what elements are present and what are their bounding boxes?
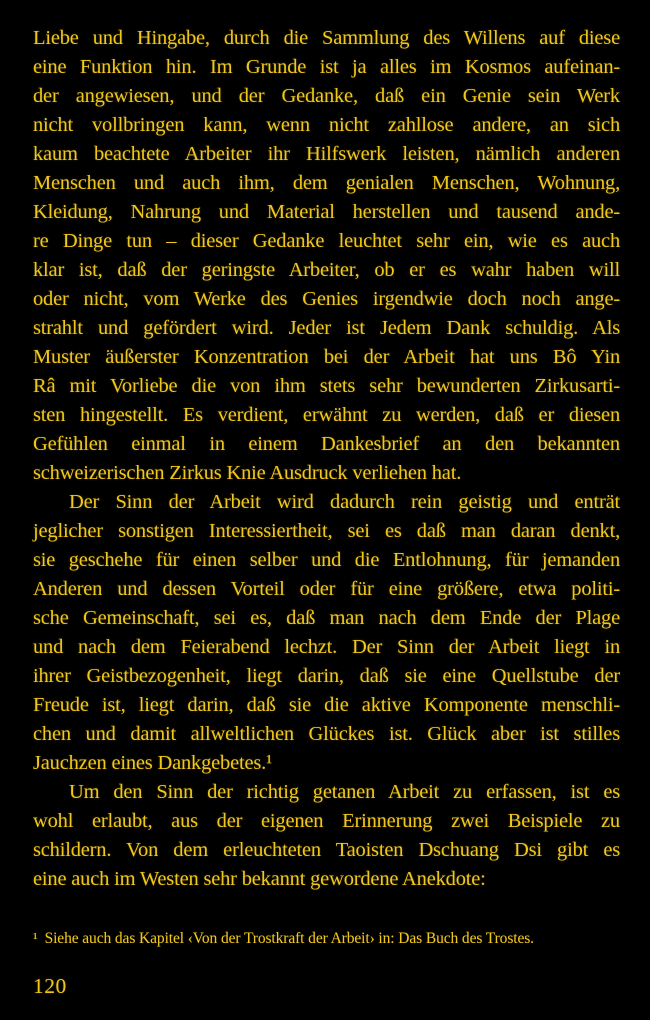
text-line: oder nicht, vom Werke des Genies irgendwie doch noch ange-: [33, 288, 620, 310]
text-line: ihrer Geistbezogenheit, liegt darin, daß sie eine Quellstube der: [33, 665, 620, 687]
text-line: Der Sinn der Arbeit wird dadurch rein geistig und enträt: [69, 491, 620, 513]
paragraph: [33, 488, 620, 778]
text-line: Anderen und dessen Vorteil oder für eine größere, etwa politi-: [33, 578, 620, 600]
text-line: chen und damit allweltlichen Glückes ist. Glück aber ist stilles: [33, 723, 620, 745]
text-line: kaum beachtete Arbeiter ihr Hilfswerk leisten, nämlich anderen: [33, 143, 620, 165]
text-line: nicht vollbringen kann, wenn nicht zahllose andere, an sich: [33, 114, 620, 136]
text-line: Jauchzen eines Dankgebetes.¹: [33, 752, 273, 774]
footnote: [33, 929, 593, 949]
text-line: sten hingestellt. Es verdient, erwähnt zu werden, daß er diesen: [33, 404, 620, 426]
text-line: Menschen und auch ihm, dem genialen Menschen, Wohnung,: [33, 172, 620, 194]
footnote-text: Siehe auch das Kapitel ‹Von der Trostkraft der Arbeit› in: Das Buch des Trostes.: [44, 930, 534, 947]
text-line: schildern. Von dem erleuchteten Taoisten Dschuang Dsi gibt es: [33, 839, 620, 861]
paragraph: [33, 24, 620, 488]
text-line: eine auch im Westen sehr bekannt gewordene Anekdote:: [33, 868, 486, 890]
text-line: Gefühlen einmal in einem Dankesbrief an den bekannten: [33, 433, 620, 455]
footnote-marker: ¹: [33, 930, 38, 947]
text-line: Freude ist, liegt darin, daß sie die aktive Komponente menschli-: [33, 694, 620, 716]
text-line: strahlt und gefördert wird. Jeder ist Jedem Dank schuldig. Als: [33, 317, 620, 339]
text-line: Liebe und Hingabe, durch die Sammlung des Willens auf diese: [33, 27, 620, 49]
text-line: klar ist, daß der geringste Arbeiter, ob er es wahr haben will: [33, 259, 620, 281]
text-line: Râ mit Vorliebe die von ihm stets sehr bewunderten Zirkusarti-: [33, 375, 620, 397]
text-line: sie geschehe für einen selber und die Entlohnung, für jemanden: [33, 549, 620, 571]
text-line: schweizerischen Zirkus Knie Ausdruck verliehen hat.: [33, 462, 462, 484]
text-line: re Dinge tun – dieser Gedanke leuchtet sehr ein, wie es auch: [33, 230, 620, 252]
text-line: wohl erlaubt, aus der eigenen Erinnerung zwei Beispiele zu: [33, 810, 620, 832]
page-body: [33, 24, 620, 894]
paragraph: [33, 778, 620, 894]
page-number: 120: [33, 974, 67, 998]
text-line: sche Gemeinschaft, sei es, daß man nach dem Ende der Plage: [33, 607, 620, 629]
text-line: und nach dem Feierabend lechzt. Der Sinn der Arbeit liegt in: [33, 636, 620, 658]
text-line: jeglicher sonstigen Interessiertheit, sei es daß man daran denkt,: [33, 520, 620, 542]
text-line: Muster äußerster Konzentration bei der Arbeit hat uns Bô Yin: [33, 346, 620, 368]
text-line: der angewiesen, und der Gedanke, daß ein Genie sein Werk: [33, 85, 620, 107]
text-line: Um den Sinn der richtig getanen Arbeit zu erfassen, ist es: [69, 781, 620, 803]
text-line: Kleidung, Nahrung und Material herstellen und tausend ande-: [33, 201, 620, 223]
text-line: eine Funktion hin. Im Grunde ist ja alles im Kosmos aufeinan-: [33, 56, 620, 78]
